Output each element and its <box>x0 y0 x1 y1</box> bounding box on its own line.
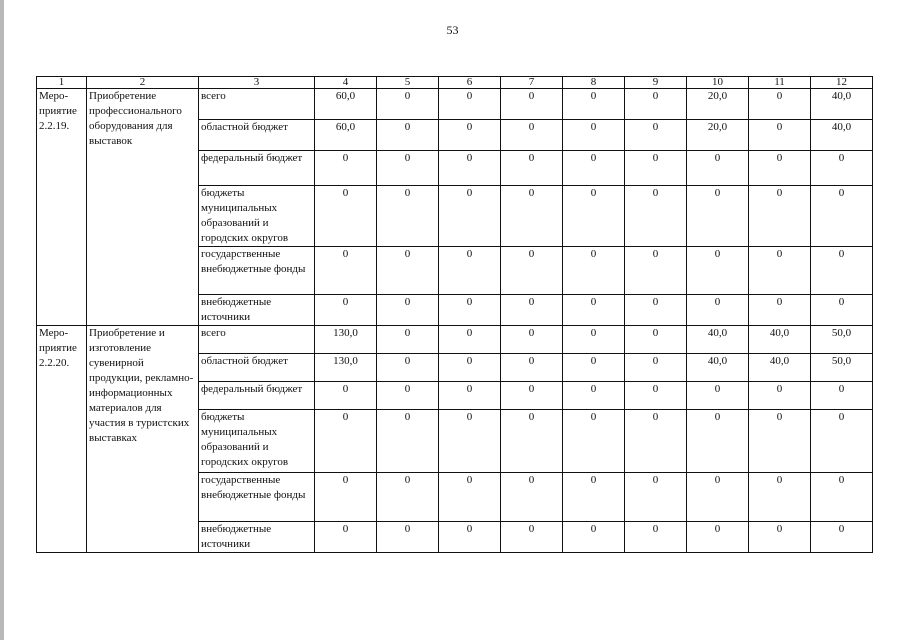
value-cell: 0 <box>625 247 687 295</box>
value-cell: 50,0 <box>811 326 873 354</box>
value-cell: 0 <box>811 186 873 247</box>
funding-source: внебюджетные источники <box>199 295 315 326</box>
value-cell: 40,0 <box>749 354 811 382</box>
value-cell: 0 <box>687 151 749 186</box>
column-header: 4 <box>315 77 377 89</box>
table-row <box>37 326 873 354</box>
value-cell: 0 <box>749 410 811 473</box>
value-cell: 0 <box>811 247 873 295</box>
value-cell: 0 <box>625 354 687 382</box>
value-cell: 0 <box>377 326 439 354</box>
value-cell: 60,0 <box>315 89 377 120</box>
value-cell: 0 <box>811 382 873 410</box>
column-header: 10 <box>687 77 749 89</box>
funding-source: всего <box>199 89 315 120</box>
value-cell: 0 <box>315 151 377 186</box>
value-cell: 0 <box>377 151 439 186</box>
value-cell: 0 <box>377 295 439 326</box>
value-cell: 0 <box>501 410 563 473</box>
value-cell: 0 <box>439 151 501 186</box>
value-cell: 0 <box>377 410 439 473</box>
value-cell: 20,0 <box>687 120 749 151</box>
value-cell: 0 <box>625 151 687 186</box>
value-cell: 0 <box>439 354 501 382</box>
value-cell: 0 <box>687 247 749 295</box>
value-cell: 0 <box>439 89 501 120</box>
value-cell: 0 <box>563 522 625 553</box>
scan-edge <box>0 0 4 640</box>
value-cell: 0 <box>563 354 625 382</box>
funding-source: бюджеты муниципальных образований и городских округов <box>199 410 315 473</box>
column-header: 7 <box>501 77 563 89</box>
activity-id: Меро- приятие 2.2.20. <box>37 326 87 553</box>
value-cell: 0 <box>749 522 811 553</box>
header-row <box>37 77 873 89</box>
value-cell: 0 <box>501 186 563 247</box>
value-cell: 0 <box>439 410 501 473</box>
activity-title: Приобретение и изготовление сувенирной продукции, рекламно-информационных материалов для участия в туристских выставках <box>87 326 199 553</box>
value-cell: 0 <box>625 186 687 247</box>
value-cell: 0 <box>563 186 625 247</box>
value-cell: 130,0 <box>315 326 377 354</box>
value-cell: 0 <box>563 151 625 186</box>
value-cell: 20,0 <box>687 89 749 120</box>
funding-source: федеральный бюджет <box>199 382 315 410</box>
value-cell: 40,0 <box>811 120 873 151</box>
value-cell: 0 <box>625 382 687 410</box>
value-cell: 60,0 <box>315 120 377 151</box>
value-cell: 0 <box>563 410 625 473</box>
value-cell: 0 <box>563 120 625 151</box>
value-cell: 0 <box>811 522 873 553</box>
value-cell: 0 <box>625 473 687 522</box>
value-cell: 40,0 <box>687 326 749 354</box>
value-cell: 0 <box>377 382 439 410</box>
value-cell: 0 <box>625 522 687 553</box>
value-cell: 0 <box>501 151 563 186</box>
value-cell: 40,0 <box>687 354 749 382</box>
value-cell: 0 <box>315 410 377 473</box>
value-cell: 0 <box>501 89 563 120</box>
value-cell: 0 <box>377 89 439 120</box>
value-cell: 0 <box>501 473 563 522</box>
value-cell: 0 <box>315 522 377 553</box>
table-header <box>37 77 873 89</box>
column-header: 6 <box>439 77 501 89</box>
value-cell: 0 <box>439 326 501 354</box>
value-cell: 0 <box>377 473 439 522</box>
funding-source: бюджеты муниципальных образований и городских округов <box>199 186 315 247</box>
page-number: 53 <box>446 23 459 37</box>
value-cell: 0 <box>439 522 501 553</box>
value-cell: 0 <box>315 295 377 326</box>
value-cell: 0 <box>811 295 873 326</box>
column-header: 2 <box>87 77 199 89</box>
value-cell: 0 <box>563 295 625 326</box>
value-cell: 0 <box>315 382 377 410</box>
table-row <box>37 89 873 120</box>
value-cell: 40,0 <box>749 326 811 354</box>
value-cell: 0 <box>749 295 811 326</box>
value-cell: 50,0 <box>811 354 873 382</box>
value-cell: 0 <box>377 186 439 247</box>
value-cell: 0 <box>563 326 625 354</box>
value-cell: 0 <box>377 354 439 382</box>
value-cell: 130,0 <box>315 354 377 382</box>
value-cell: 0 <box>501 120 563 151</box>
value-cell: 0 <box>439 382 501 410</box>
value-cell: 0 <box>315 473 377 522</box>
table-body <box>37 89 873 553</box>
value-cell: 0 <box>315 186 377 247</box>
value-cell: 40,0 <box>811 89 873 120</box>
value-cell: 0 <box>439 473 501 522</box>
value-cell: 0 <box>811 151 873 186</box>
value-cell: 0 <box>501 295 563 326</box>
funding-source: федеральный бюджет <box>199 151 315 186</box>
value-cell: 0 <box>625 120 687 151</box>
value-cell: 0 <box>315 247 377 295</box>
column-header: 9 <box>625 77 687 89</box>
value-cell: 0 <box>687 410 749 473</box>
value-cell: 0 <box>811 410 873 473</box>
value-cell: 0 <box>749 89 811 120</box>
value-cell: 0 <box>749 186 811 247</box>
activity-title: Приобретение профессионального оборудования для выставок <box>87 89 199 326</box>
value-cell: 0 <box>439 120 501 151</box>
value-cell: 0 <box>563 247 625 295</box>
funding-source: внебюджетные источники <box>199 522 315 553</box>
value-cell: 0 <box>749 382 811 410</box>
value-cell: 0 <box>377 120 439 151</box>
value-cell: 0 <box>439 295 501 326</box>
value-cell: 0 <box>501 382 563 410</box>
value-cell: 0 <box>811 473 873 522</box>
value-cell: 0 <box>749 120 811 151</box>
value-cell: 0 <box>501 522 563 553</box>
value-cell: 0 <box>625 410 687 473</box>
column-header: 8 <box>563 77 625 89</box>
activity-id: Меро- приятие 2.2.19. <box>37 89 87 326</box>
column-header: 1 <box>37 77 87 89</box>
funding-source: государственные внебюджетные фонды <box>199 247 315 295</box>
value-cell: 0 <box>749 473 811 522</box>
value-cell: 0 <box>749 151 811 186</box>
column-header: 3 <box>199 77 315 89</box>
value-cell: 0 <box>687 186 749 247</box>
value-cell: 0 <box>501 247 563 295</box>
funding-source: государственные внебюджетные фонды <box>199 473 315 522</box>
value-cell: 0 <box>377 522 439 553</box>
value-cell: 0 <box>377 247 439 295</box>
value-cell: 0 <box>687 295 749 326</box>
value-cell: 0 <box>749 247 811 295</box>
value-cell: 0 <box>439 186 501 247</box>
funding-source: областной бюджет <box>199 120 315 151</box>
value-cell: 0 <box>563 89 625 120</box>
value-cell: 0 <box>625 295 687 326</box>
value-cell: 0 <box>625 89 687 120</box>
value-cell: 0 <box>501 354 563 382</box>
funding-source: всего <box>199 326 315 354</box>
column-header: 5 <box>377 77 439 89</box>
value-cell: 0 <box>501 326 563 354</box>
funding-source: областной бюджет <box>199 354 315 382</box>
value-cell: 0 <box>687 522 749 553</box>
budget-table <box>36 76 873 553</box>
value-cell: 0 <box>439 247 501 295</box>
value-cell: 0 <box>625 326 687 354</box>
value-cell: 0 <box>687 473 749 522</box>
value-cell: 0 <box>563 473 625 522</box>
column-header: 12 <box>811 77 873 89</box>
value-cell: 0 <box>563 382 625 410</box>
value-cell: 0 <box>687 382 749 410</box>
column-header: 11 <box>749 77 811 89</box>
